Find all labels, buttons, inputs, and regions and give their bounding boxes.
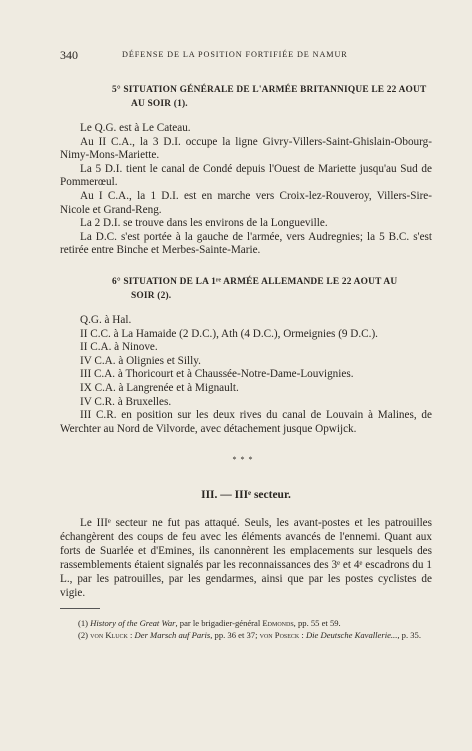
section-5-paragraph: La D.C. s'est portée à la gauche de l'armée, vers Audregnies; la 5 B.C. s'est retirée entre Binche et Merbes-Sainte-Marie. <box>60 230 432 257</box>
section-3-paragraph: Le IIIᵉ secteur ne fut pas attaqué. Seuls, les avant-postes et les patrouilles échangèrent des coups de feu avec les éléments avancés de l'ennemi. Quant aux forts de Suarlée et d'Emines, ils canonnèrent les emplacements sur lesquels des rassemblements étaient signalés par les reconnaissances des 3ᵉ et 4ᵉ escadrons du 1 L., par les patrouilles, par les gendarmes, ainsi que par les postes cyclistes de vigie. <box>60 517 432 600</box>
section-3-body <box>60 516 432 601</box>
section-6-line: IV C.A. à Olignies et Silly. <box>80 354 201 367</box>
footnote-2-sep-2: : <box>299 630 306 640</box>
footnote-2-author-2: von Poseck <box>259 630 300 640</box>
running-title: DÉFENSE DE LA POSITION FORTIFIÉE DE NAMUR <box>122 50 348 59</box>
footnote-1-pages: , pp. 55 et 59. <box>293 618 341 628</box>
section-5-paragraph: Au II C.A., la 3 D.I. occupe la ligne Givry-Villers-Saint-Ghislain-Obourg-Nimy-Mons-Mariette. <box>60 135 432 162</box>
section-5-paragraph: Au I C.A., la 1 D.I. est en marche vers Croix-lez-Rouveroy, Villers-Sire-Nicole et Grand-Reng. <box>60 189 432 216</box>
section-5-paragraph: La 2 D.I. se trouve dans les environs de la Longueville. <box>80 217 328 230</box>
section-6-heading-line1: 6° SITUATION DE LA 1ʳᵉ ARMÉE ALLEMANDE LE 22 AOUT AU <box>112 277 398 287</box>
section-6-line: II C.A. à Ninove. <box>80 341 158 354</box>
section-6-line: III C.A. à Thoricourt et à Chaussée-Notre-Dame-Louvignies. <box>80 368 354 381</box>
section-5-paragraph: La 5 D.I. tient le canal de Condé depuis l'Ouest de Mariette jusqu'au Sud de Pommerœul. <box>60 162 432 189</box>
section-6-body <box>60 314 432 436</box>
section-3-title: III. — IIIᵉ secteur. <box>201 489 291 501</box>
section-5-body <box>60 122 432 258</box>
footnote-rule <box>60 608 100 609</box>
section-separator <box>228 456 258 463</box>
section-5-heading-line2: AU SOIR (1). <box>131 98 188 109</box>
section-5-heading <box>112 84 434 111</box>
footnote-1 <box>60 617 432 629</box>
footnote-1-text: , par le brigadier-général <box>175 618 263 628</box>
footnote-1-title: History of the Great War <box>90 618 176 628</box>
footnote-2-sep-1: : <box>127 630 135 640</box>
footnote-2-author-1: von Kluck <box>90 630 128 640</box>
footnote-2-pages: , p. 35. <box>397 630 421 640</box>
footnote-2-title-2: Die Deutsche Kavallerie... <box>305 630 398 640</box>
section-5-heading-line1: 5° SITUATION GÉNÉRALE DE L'ARMÉE BRITANNIQUE LE 22 AOUT <box>112 85 427 95</box>
page-number: 340 <box>60 48 78 62</box>
section-6-heading <box>112 276 434 303</box>
section-6-line: Q.G. à Hal. <box>80 314 132 326</box>
footnotes <box>60 617 432 641</box>
footnote-1-author: Edmonds <box>262 618 294 628</box>
footnote-2-text: , pp. 36 et 37; <box>210 630 260 640</box>
footnote-2-number: (2) <box>78 630 91 640</box>
footnote-2 <box>60 629 432 641</box>
section-6-line: IX C.A. à Langrenée et à Mignault. <box>80 381 239 394</box>
section-6-line: II C.C. à La Hamaide (2 D.C.), Ath (4 D.C.), Ormeignies (9 D.C.). <box>80 327 378 340</box>
footnote-1-number: (1) <box>78 618 91 628</box>
section-6-line: III C.R. en position sur les deux rives du canal de Louvain à Malines, de Werchter au Nord de Vilvorde, avec détachement jusque Opwijck. <box>60 409 432 435</box>
section-6-heading-line2: SOIR (2). <box>131 290 172 301</box>
footnote-2-title-1: Der Marsch auf Paris <box>134 630 211 640</box>
page-header <box>60 48 432 62</box>
section-5-paragraph: Le Q.G. est à Le Cateau. <box>80 122 191 134</box>
section-6-line: IV C.R. à Bruxelles. <box>80 395 172 408</box>
separator-stars: * * * <box>232 455 254 464</box>
